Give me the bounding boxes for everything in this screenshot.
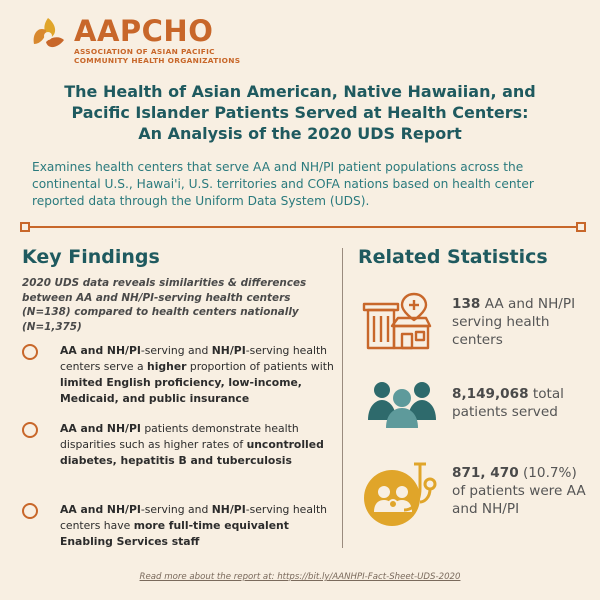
key-findings-heading: Key Findings bbox=[22, 246, 160, 268]
title-line: Pacific Islander Patients Served at Health Centers: bbox=[71, 103, 529, 122]
finding-text: AA and NH/PI-serving and NH/PI-serving health centers serve a higher proportion of patients with limited English proficiency, low-income, Medicaid, and public insurance bbox=[60, 344, 334, 405]
aapcho-logo bbox=[26, 14, 246, 64]
report-link[interactable]: Read more about the report at: https://bit.ly/AANHPI-Fact-Sheet-UDS-2020 bbox=[139, 572, 461, 582]
patients-group-icon bbox=[366, 378, 438, 428]
title-line: The Health of Asian American, Native Hawaiian, and bbox=[64, 82, 536, 101]
divider-line bbox=[26, 226, 580, 228]
health-center-building-icon bbox=[362, 290, 434, 352]
bullet-circle-icon bbox=[22, 503, 38, 519]
logo-wordmark: AAPCHO bbox=[74, 14, 214, 48]
title-line: An Analysis of the 2020 UDS Report bbox=[138, 124, 462, 143]
divider-end-right bbox=[576, 222, 586, 232]
finding-text: AA and NH/PI-serving and NH/PI-serving health centers have more full-time equivalent Enabling Services staff bbox=[60, 503, 328, 548]
stat-text: 871, 470 (10.7%) of patients were AA and NH/PI bbox=[452, 465, 586, 517]
stethoscope-family-icon bbox=[358, 458, 442, 530]
bullet-circle-icon bbox=[22, 422, 38, 438]
key-findings-intro: 2020 UDS data reveals similarities & differences between AA and NH/PI-serving health centers (N=138) compared to health centers nationally (N=1,375) bbox=[22, 277, 307, 333]
section-divider bbox=[20, 222, 586, 232]
column-separator bbox=[342, 248, 343, 548]
related-statistics-heading: Related Statistics bbox=[358, 246, 548, 268]
finding-text: AA and NH/PI patients demonstrate health disparities such as higher rates of uncontrolled diabetes, hepatitis B and tuberculosis bbox=[60, 422, 324, 467]
logo-subtitle-line2: COMMUNITY HEALTH ORGANIZATIONS bbox=[74, 56, 241, 65]
page-title bbox=[20, 81, 580, 144]
stat-text: 138 AA and NH/PI serving health centers bbox=[452, 296, 576, 348]
stat-text: 8,149,068 total patients served bbox=[452, 386, 564, 420]
bullet-circle-icon bbox=[22, 344, 38, 360]
aapcho-logo-icon bbox=[26, 14, 70, 58]
description: Examines health centers that serve AA and NH/PI patient populations across the continental U.S., Hawai'i, U.S. territories and COFA nations based on health center reported data through the Uniform Data System (UDS). bbox=[32, 160, 534, 208]
logo-subtitle-line1: ASSOCIATION OF ASIAN PACIFIC bbox=[74, 47, 215, 56]
divider-end-left bbox=[20, 222, 30, 232]
